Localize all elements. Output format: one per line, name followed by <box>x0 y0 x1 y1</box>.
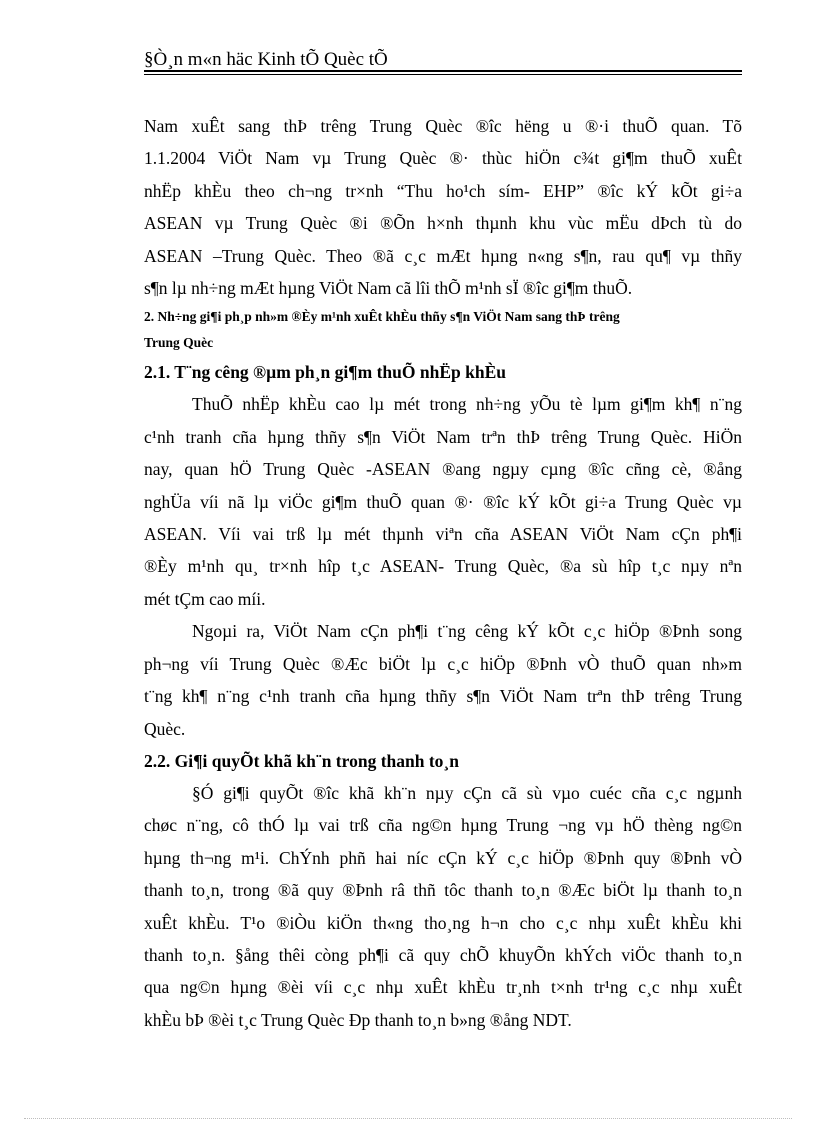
text-line: ASEAN –Trung Quèc. Theo ®ã c¸c mÆt hµng n«ng s¶n, rau qu¶ vµ thñy <box>144 245 742 266</box>
text-line: thanh to¸n. §ång thêi còng ph¶i cã quy chÕ khuyÕn khÝch viÖc thanh to¸n <box>144 944 742 965</box>
text-line: hµng th¬ng m¹i. ChÝnh phñ hai níc cÇn kÝ c¸c hiÖp ®Þnh quy ®Þnh vÒ <box>144 847 742 868</box>
text-line: Ngoµi ra, ViÖt Nam cÇn ph¶i t¨ng cêng kÝ kÕt c¸c hiÖp ®Þnh song <box>192 621 742 642</box>
text-line: t¨ng kh¶ n¨ng c¹nh tranh cña hµng thñy s¶n ViÖt Nam trªn thÞ trêng Trung <box>144 686 742 707</box>
heading-line: 2. Nh÷ng gi¶i ph¸p nh»m ®Èy m¹nh xuÊt khÈu thñy s¶n ViÖt Nam sang thÞ trêng <box>144 309 620 325</box>
header-rule-thick <box>144 70 742 72</box>
text-line: Quèc. <box>144 718 186 739</box>
paragraph-3 <box>144 615 742 745</box>
section-heading-2-2: 2.2. Gi¶i quyÕt khã kh¨n trong thanh to¸n <box>144 750 459 771</box>
paragraph-2 <box>144 388 742 615</box>
header-title: §Ò¸n m«n häc Kinh tÕ Quèc tÕ <box>144 49 388 70</box>
text-line: §Ó gi¶i quyÕt ®îc khã kh¨n nµy cÇn cã sù vµo cuéc cña c¸c ngµnh <box>192 782 742 803</box>
text-line: ph¬ng víi Trung Quèc ®Æc biÖt lµ c¸c hiÖp ®Þnh vÒ thuÕ quan nh»m <box>144 653 742 674</box>
text-line: nghÜa víi nã lµ viÖc gi¶m thuÕ quan ®· ®îc kÝ kÕt gi÷a Trung Quèc vµ <box>144 491 742 512</box>
footer-dotted-line <box>24 1118 792 1119</box>
text-line: chøc n¨ng, cô thÓ lµ vai trß cña ng©n hµng Trung ¬ng vµ hÖ thèng ng©n <box>144 815 742 836</box>
text-line: Nam xuÊt sang thÞ trêng Trung Quèc ®îc hëng u ®·i thuÕ quan. Tõ <box>144 116 742 136</box>
text-line: ASEAN. Víi vai trß lµ mét thµnh viªn cña ASEAN ViÖt Nam cÇn ph¶i <box>144 524 742 545</box>
text-line: ®Èy m¹nh qu¸ tr×nh hîp t¸c ASEAN- Trung Quèc, ®a sù hîp t¸c nµy nªn <box>144 556 742 577</box>
text-line: s¶n lµ nh÷ng mÆt hµng ViÖt Nam cã lîi thÕ m¹nh sÏ ®îc gi¶m thuÕ. <box>144 278 633 299</box>
text-line: ThuÕ nhËp khÈu cao lµ mét trong nh÷ng yÕu tè lµm gi¶m kh¶ n¨ng <box>192 394 742 415</box>
text-line: mét tÇm cao míi. <box>144 588 266 609</box>
paragraph-1 <box>144 110 742 304</box>
heading-line: Trung Quèc <box>144 335 214 351</box>
text-line: xuÊt khÈu. T¹o ®iÒu kiÖn th«ng tho¸ng h¬n cho c¸c nhµ xuÊt khÈu khi <box>144 912 742 933</box>
text-line: nay, quan hÖ Trung Quèc -ASEAN ®ang ngµy cµng ®îc cñng cè, ®ång <box>144 459 742 480</box>
text-line: c¹nh tranh cña hµng thñy s¶n ViÖt Nam trªn thÞ trêng Trung Quèc. HiÖn <box>144 426 742 447</box>
page-header <box>144 48 742 72</box>
section-heading-2 <box>144 304 742 356</box>
text-line: ASEAN vµ Trung Quèc ®i ®Õn h×nh thµnh khu vùc mËu dÞch tù do <box>144 213 742 234</box>
text-line: qua ng©n hµng ®èi víi c¸c nhµ xuÊt khÈu tr¸nh t×nh tr¹ng c¸c nhµ xuÊt <box>144 977 742 998</box>
text-line: thanh to¸n, trong ®ã quy ®Þnh râ thñ tôc thanh to¸n ®Æc biÖt lµ thanh to¸n <box>144 880 742 901</box>
document-body <box>144 110 742 1036</box>
section-heading-2-1: 2.1. T¨ng cêng ®µm ph¸n gi¶m thuÕ nhËp khÈu <box>144 362 506 383</box>
text-line: nhËp khÈu theo ch¬ng tr×nh “Thu ho¹ch sím- EHP” ®îc kÝ kÕt gi÷a <box>144 180 742 201</box>
header-rule-thin <box>144 74 742 75</box>
text-line: khÈu bÞ ®èi t¸c Trung Quèc Ðp thanh to¸n b»ng ®ång NDT. <box>144 1009 572 1030</box>
paragraph-4 <box>144 777 742 1036</box>
text-line: 1.1.2004 ViÖt Nam vµ Trung Quèc ®· thùc hiÖn c¾t gi¶m thuÕ xuÊt <box>144 148 742 169</box>
